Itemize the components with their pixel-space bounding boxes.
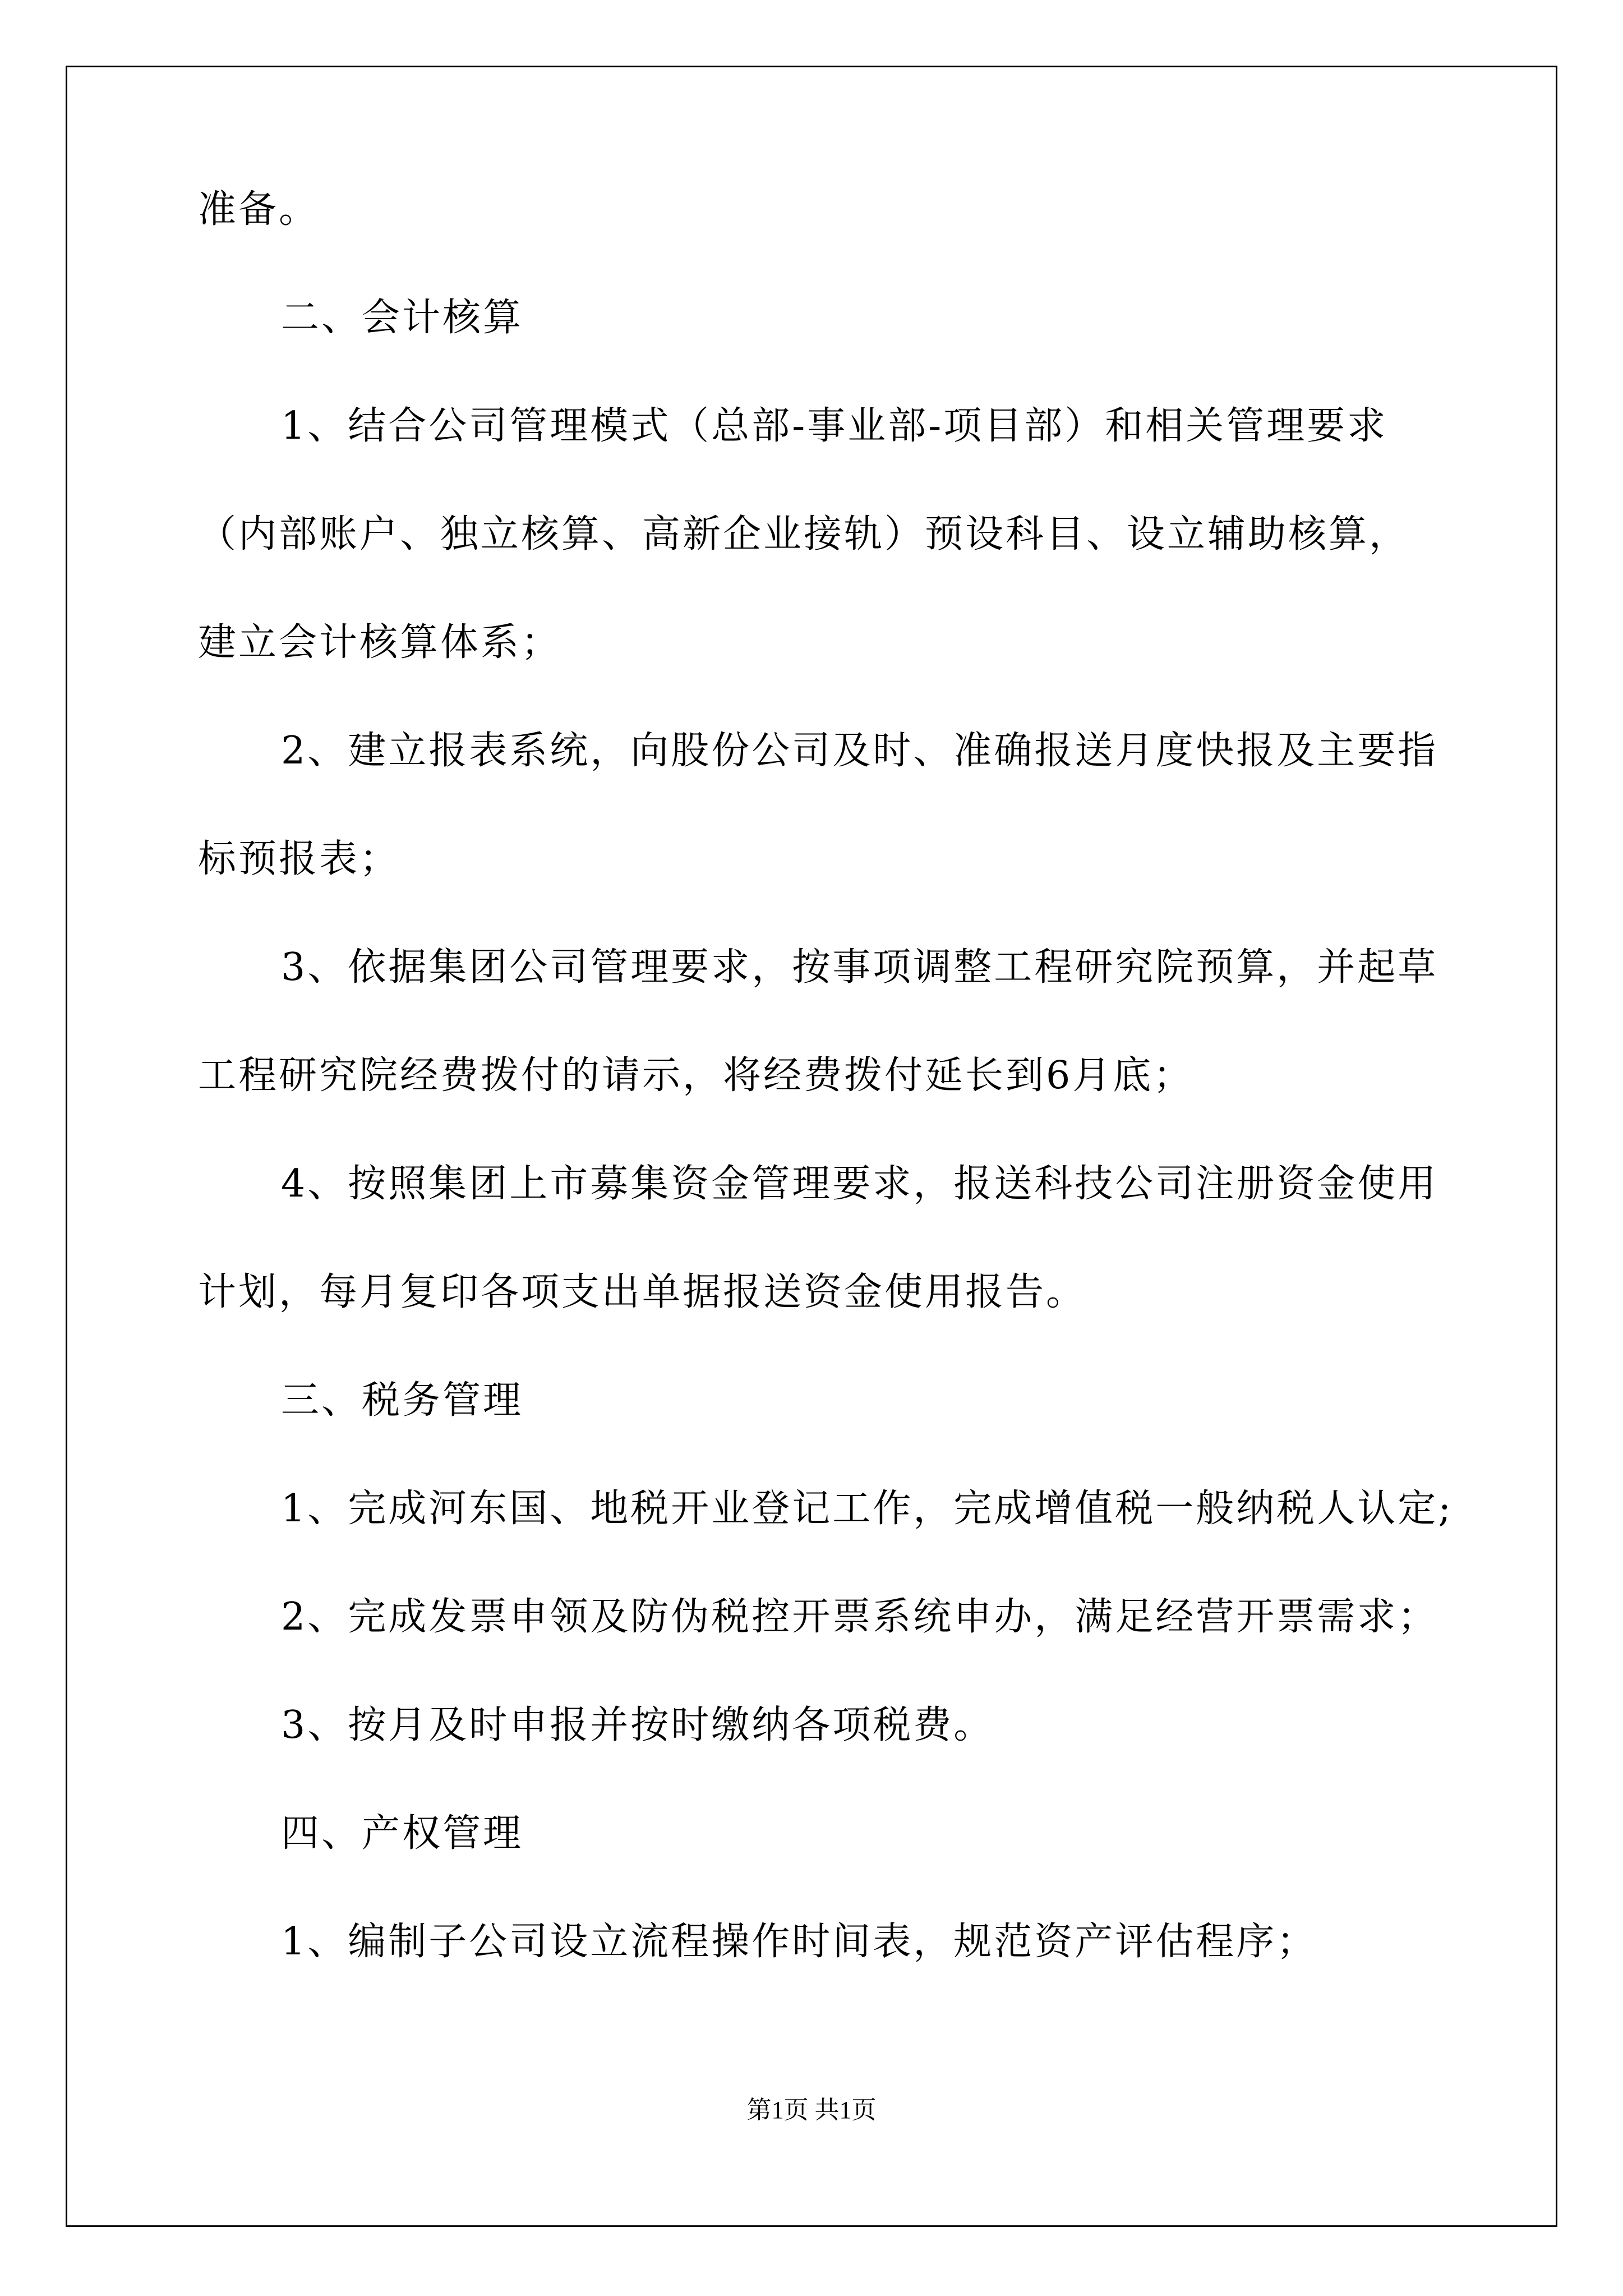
page-footer: 第1页 共1页 xyxy=(746,2096,877,2124)
text-line: 1、结合公司管理模式（总部-事业部-项目部）和相关管理要求 xyxy=(281,404,1388,448)
section-heading: 四、产权管理 xyxy=(281,1811,524,1856)
text-line: 1、完成河东国、地税开业登记工作，完成增值税一般纳税人认定; xyxy=(281,1487,1454,1531)
text-line: 准备。 xyxy=(198,187,320,232)
text-line: 3、依据集团公司管理要求，按事项调整工程研究院预算，并起草 xyxy=(281,945,1438,990)
text-line: 4、按照集团上市募集资金管理要求，报送科技公司注册资金使用 xyxy=(281,1162,1438,1206)
text-line: 建立会计核算体系； xyxy=(198,620,562,665)
text-line: 1、编制子公司设立流程操作时间表，规范资产评估程序； xyxy=(281,1920,1317,1964)
section-heading: 三、税务管理 xyxy=(281,1378,524,1423)
section-heading: 二、会计核算 xyxy=(281,296,524,340)
text-line: 计划，每月复印各项支出单据报送资金使用报告。 xyxy=(198,1270,1087,1314)
text-line: 3、按月及时申报并按时缴纳各项税费。 xyxy=(281,1703,994,1747)
text-line: 标预报表； xyxy=(198,837,400,881)
page-border xyxy=(66,66,1557,2227)
text-line: 工程研究院经费拨付的请示，将经费拨付延长到6月底； xyxy=(198,1053,1194,1098)
text-line: 2、完成发票申领及防伪税控开票系统申办，满足经营开票需求； xyxy=(281,1595,1438,1639)
text-line: 2、建立报表系统，向股份公司及时、准确报送月度快报及主要指 xyxy=(281,729,1438,773)
text-line: （内部账户、独立核算、高新企业接轨）预设科目、设立辅助核算， xyxy=(198,512,1410,556)
